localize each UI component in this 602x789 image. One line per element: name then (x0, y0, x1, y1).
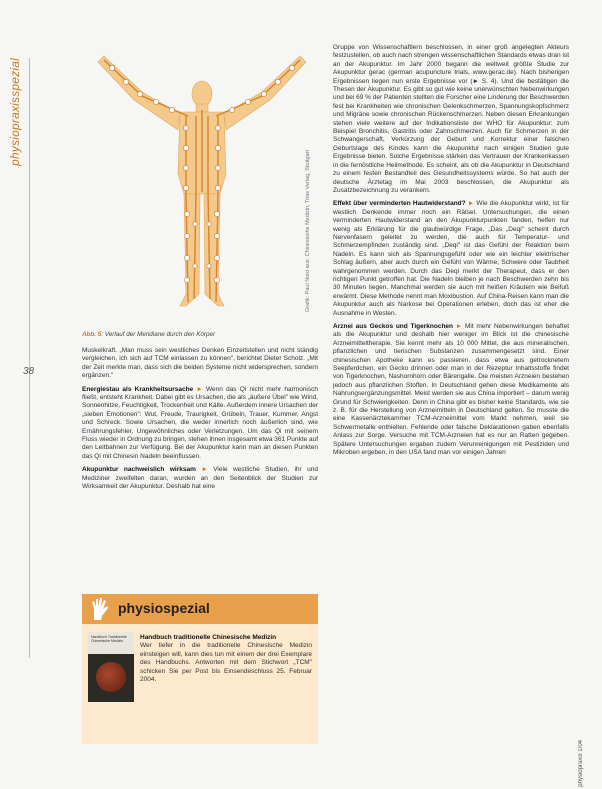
right-heading-2: Effekt über verminderten Hautwiderstand? (333, 200, 466, 208)
right-para-1: Gruppe von Wissenschaftlern beschlossen, in einer groß angelegten Akteurs festzustellen, ob auch nach strengen wissenschaftlichen Standards etwas dran ist an der Akupunktur. Im Jahr 2000 begann die weltweit größte Studie zur Akupunktur gerac (german acupuncture trials, www.gerac.de). Nach bisherigen Ergebnissen liegen nun erste Ergebnisse vor (► S. 4). Und die bestätigen die Thesen der Akupunktur. Es gibt so gut wie keine unerwünschten Nebenwirkungen und bei 69 % der Patienten stellten die Forscher eine Linderung der Beschwerden fest bei Krankheiten wie chronischen Gelenkschmerzen, Spannungskopfschmerz und Migräne sowie chronischen Rückenschmerzen. Neben diesen Erkrankungen stehen viele weitere auf der Indikationsliste der WHO für Akupunktur: zum Beispiel Bronchitis, Gastritis oder Zahnschmerzen. Auch für Schmerzen in der Schwangerschaft, Verkürzung der Geburt und Korrektur einer falschen Geburtslage des Kindes kann die Akupunktur nach einigen Studien gute Ergebnisse bieten. Solche Ergebnisse stärken das Vertrauen der Krankenkassen in die fernöstliche Heilmethode. Es scheint, als ob die Akupunktur in Deutschland zu einem festen Bestandteil des Gesundheitssystems würde. So hat auch der deutsche Ärztetag im Mai 2003 beschlossen, die Akupunktur als Zusatzbezeichnung zu verankern. (333, 44, 569, 194)
book-cover-top (88, 632, 134, 654)
caption-text: Verlauf der Meridiane durch den Körper (104, 331, 216, 338)
right-column (333, 44, 569, 463)
figure-caption (82, 331, 215, 338)
arrow-icon: ► (196, 385, 203, 393)
meridian-figure (82, 44, 322, 312)
left-heading-3: Akupunktur nachweislich wirksam (82, 466, 196, 474)
book-cover-text: Handbuch Traditionelle Chinesische Medizin (91, 635, 127, 643)
side-rule (29, 58, 30, 658)
right-para-3-wrap (333, 323, 569, 458)
figure-credit: Grafik: Paul Nord aus: Chinesische Medizin, Trias Verlag, Stuttgart (305, 150, 311, 313)
physiospezial-title: physiospezial (118, 600, 210, 616)
physiospezial-box (82, 594, 318, 744)
caption-label: Abb. 5 (82, 331, 102, 338)
right-edge-label: physiopraxis 1/04 (578, 740, 584, 787)
caption-colon: : (101, 331, 105, 338)
left-column (82, 347, 318, 497)
physiospezial-body: Wer tiefer in die traditionelle Chinesische Medizin einsteigen will, kann dies tun mit einem der drei Exemplare des Handbuchs. Antworten mit dem Stichwort „TCM" schicken Sie per Post bis Einsendeschluss 25. Februar 2004. (140, 642, 312, 684)
left-para-3: Viele westliche Studien, ihr und Mediziner zweifelten daran, wurden an den Seitenblick der Studien zur Wirksamkeit der Akupunktur. Deshalb hat eine (82, 466, 318, 491)
book-cover (88, 632, 134, 702)
meridian-body-illustration (82, 44, 322, 312)
right-para-3: Mit mehr Nebenwirkungen behaftet als die Akupunktur und deshalb hier weniger im Blick ist die chinesische Arzneimitteltherapie. Sie kennt mehr als 10 000 Mittel, die aus mineralischen, pflanzlichen und tierischen Substanzen zusammengesetzt sind. Einer chinesischen Apotheke kann es passieren, dass etwa aus getrocknetem Seepferdchen, ein Gecko drinnen oder man in der Rezeptur Inhaltsstoffe findet von Tigerknochen, Nashornhorn oder Bärengalle. Die meisten Arzneien bestehen jedoch aus pflanzlichen Stoffen. In Deutschland gehen diese Medikamente als Nahrungsergänzungsmittel. Meist werden sie aus China importiert – darum wenig Grund für Schwierigkeiten. Denn in China gibt es bisher keine Standards, wie sie z. B. für die Herstellung von Arzneimitteln in Deutschland gelten. So musste die eine Kassenärztekammer TCM-Arzneimittel vom Markt nehmen, weil sie Schwermetalle enthielten. Fehlende oder falsche Deklarationen gaben ebenfalls Anlass zur Sorge. Versuche mit TCM-Arzneien hat es nur an Ratten gegeben. Spätere Untersuchungen ergaben zudem Verunreinigungen mit Pestiziden und Mikroben ergeben, in den USA fand man vor einigen Jahren (333, 323, 569, 457)
book-cover-image (96, 662, 126, 692)
arrow-icon: ► (201, 466, 208, 474)
hand-icon (88, 596, 112, 622)
left-para-3-wrap (82, 466, 318, 491)
left-para-1: Muskelkraft. „Man muss sein westliches Denken Einzeitstellen und nicht ständig vergleichen, ich sich auf TCM einlassen zu können", berichtet Dieter Scholz. „Mit der Zeit merkte man, dass sich die beiden Systeme nicht widersprechen, sondern ergänzen." (82, 347, 318, 380)
right-para-2-wrap (333, 200, 569, 318)
section-tab: physiopraxisspezial (8, 58, 22, 166)
left-para-2: Wenn das Qi nicht mehr harmonisch fließt, entsteht Krankheit. Dabei gibt es Ursachen, die als „äußere Übel" wie Wind, Sonnenhitze, Feuchtigkeit, Trockenheit und Kälte. Außerdem innere Ursachen der „sieben Emotionen": Wut, Freude, Traurigkeit, Grübeln, Trauer, Kummer, Angst und Schreck. Sowie Ursachen, die weder innerlich noch äußerlich sind, wie Ernährungsfehler, Ungewöhnliches oder Verletzungen. Um das Qi mit seinem Fluss wieder in Ordnung zu bringen, stehen ihnen insgesamt etwa 361 Punkte auf den Leitbahnen zur Verfügung. Bei der Akupunktur kann man an diesen Punkten das Qi mit Chinesin Nadeln beeinflussen. (82, 385, 318, 460)
physiospezial-heading: Handbuch traditionelle Chinesische Medizin (140, 634, 277, 641)
right-para-2: Wie die Akupunktur wirkt, ist für westlich Denkende immer noch ein Rätsel. Untersuchungen, die einen verminderten Hautwiderstand an den Akupunkturpunkten fanden, helfen nur wenig als Erklärung für die glaubwürdige Frage. „Das „Deqi" scheint durch Nervenfasern geleitet zu werden, die auch für Temperatur- und Schmerzempfinden zuständig sind. „Deqi" ist das Gefühl der Reaktion beim Nadeln. Es kann sich als Spannungsgefühl oder wie ein leichter elektrischer Schlag äußern, aber auch durch ein Gefühl von Wärme, Schwere oder Taubheit wahrgenommen werden. Durch das Deqi merkt der Therapeut, dass er den richtigen Punkt getroffen hat. Die Nadeln bleiben je nach Beschwerden zehn bis 30 Minuten liegen. Manchmal werden sie auch mit heißen Kräutern wie Beifuß erwärmt. Diese Methode nennt man Moxibustion. Auf China-Reisen kann man die Akupunktur auch als Narkose bei Operationen erleben, doch das ist eher die Ausnahme in Westen. (333, 200, 569, 317)
physiospezial-text (140, 634, 312, 684)
arrow-icon: ► (455, 323, 463, 330)
arrow-icon: ► (467, 200, 475, 208)
left-para-2-wrap (82, 386, 318, 462)
right-heading-3: Arznei aus Geckos und Tigerknochen (333, 323, 453, 330)
left-heading-2: Energiestau als Krankheitsursache (82, 385, 194, 393)
page-number: 38 (23, 366, 35, 377)
